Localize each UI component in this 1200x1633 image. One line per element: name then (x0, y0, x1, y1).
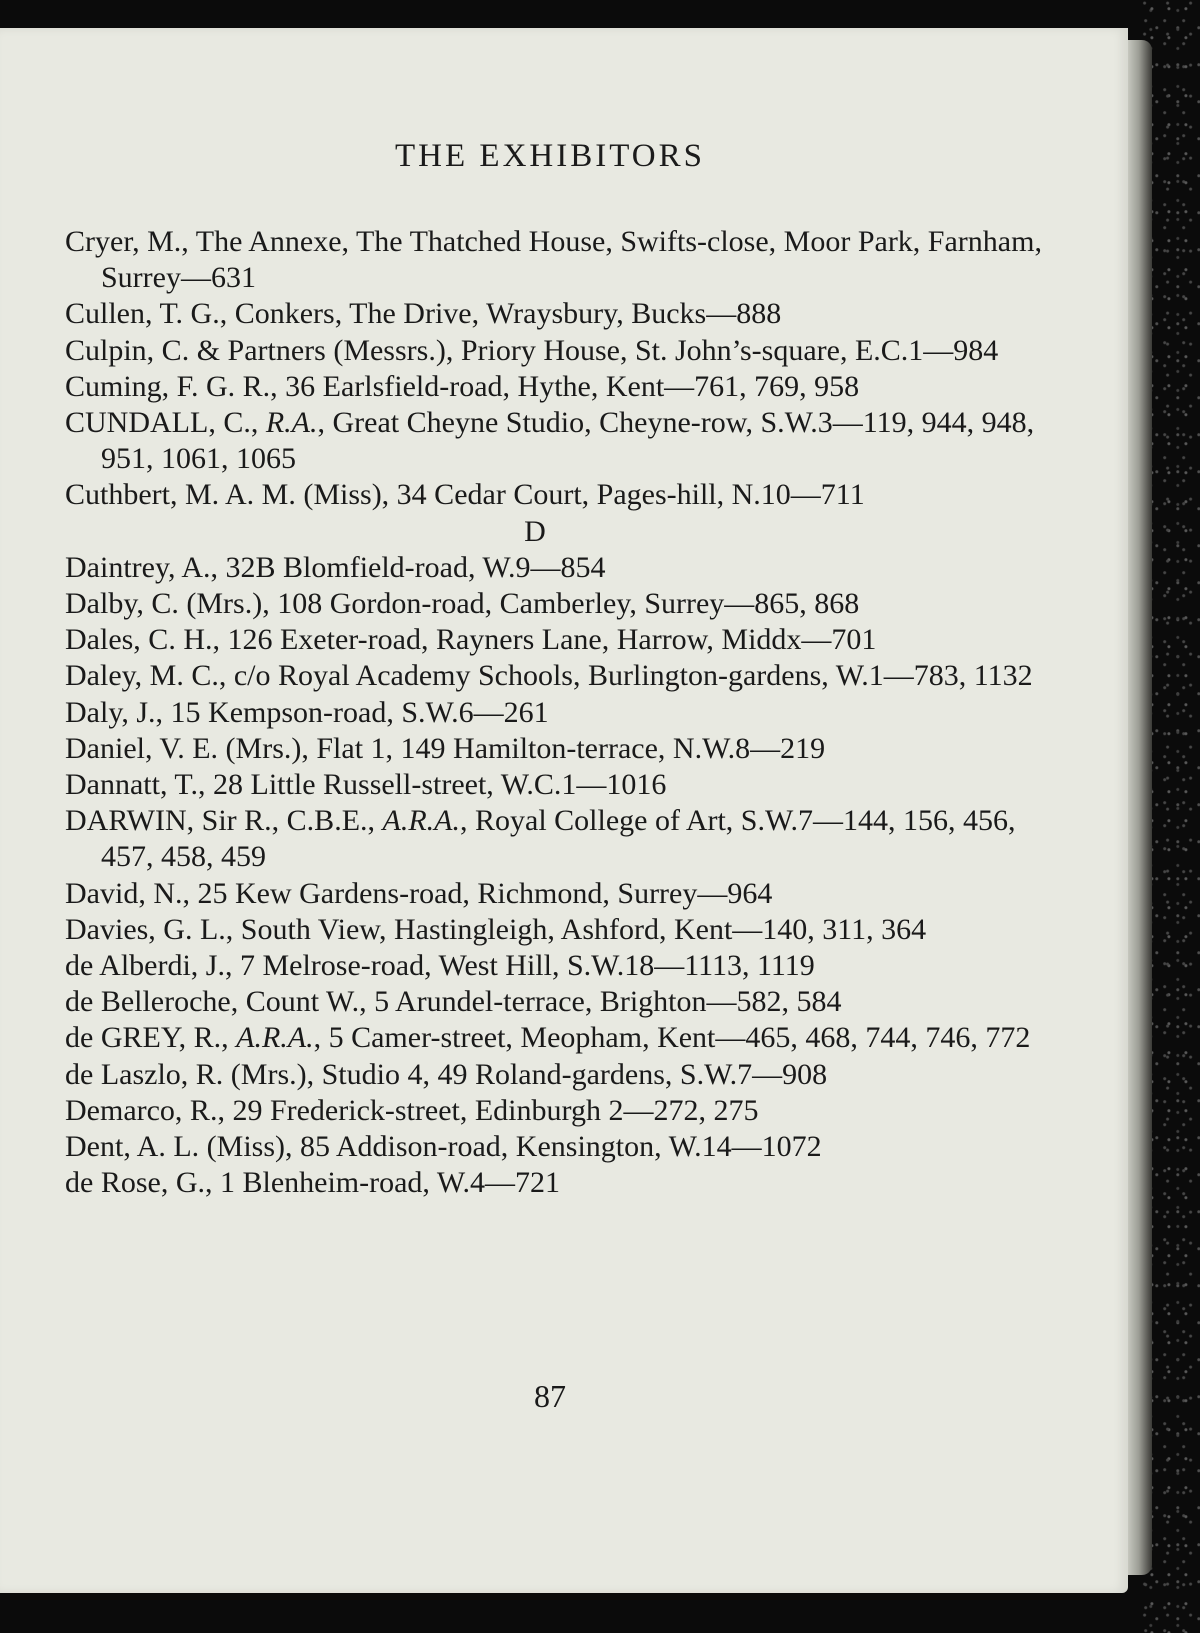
exhibitor-details: , Great Cheyne Studio, Cheyne-row, S.W.3—119, 944, 948, 951, 1061, 1065 (101, 406, 1035, 476)
list-item: Daintrey, A., 32B Blomfield-road, W.9—854 (65, 550, 606, 584)
list-item (65, 803, 1055, 875)
list-item: de Alberdi, J., 7 Melrose-road, West Hill, S.W.18—1113, 1119 (65, 949, 815, 983)
list-item: Demarco, R., 29 Frederick-street, Edinburgh 2—272, 275 (65, 1093, 759, 1127)
list-item: Dent, A. L. (Miss), 85 Addison-road, Kensington, W.14—1072 (65, 1130, 822, 1164)
list-item (65, 405, 1055, 477)
list-item: de Rose, G., 1 Blenheim-road, W.4—721 (65, 1166, 560, 1200)
section-letter: D (524, 514, 546, 548)
page-number: 87 (534, 1378, 566, 1414)
exhibitor-title: R.A. (265, 406, 318, 440)
page-header: THE EXHIBITORS (395, 138, 705, 174)
list-item: Daniel, V. E. (Mrs.), Flat 1, 149 Hamilton-terrace, N.W.8—219 (65, 731, 826, 765)
exhibitor-title: A.R.A. (236, 1021, 314, 1055)
list-item: de Belleroche, Count W., 5 Arundel-terrace, Brighton—582, 584 (65, 985, 842, 1019)
list-item: Davies, G. L., South View, Hastingleigh, Ashford, Kent—140, 311, 364 (65, 912, 927, 946)
exhibitor-title: A.R.A. (382, 804, 461, 838)
exhibitor-details: , Royal College of Art, S.W.7—144, 156, 456, 457, 458, 459 (101, 804, 1016, 874)
list-item: Cullen, T. G., Conkers, The Drive, Wraysbury, Bucks—888 (65, 297, 782, 331)
exhibitor-name: de GREY, R., (65, 1021, 237, 1055)
exhibitor-name: DARWIN, Sir R., C.B.E., (65, 804, 383, 838)
exhibitor-details: , 5 Camer-street, Meopham, Kent—465, 468, 744, 746, 772 (313, 1021, 1031, 1055)
list-item: Dales, C. H., 126 Exeter-road, Rayners Lane, Harrow, Middx—701 (65, 623, 877, 657)
list-item (65, 1020, 1055, 1056)
list-item: Daly, J., 15 Kempson-road, S.W.6—261 (65, 695, 549, 729)
exhibitor-name: CUNDALL, C., (65, 406, 266, 440)
list-item: Culpin, C. & Partners (Messrs.), Priory House, St. John’s-square, E.C.1—984 (65, 333, 999, 367)
list-item: Dalby, C. (Mrs.), 108 Gordon-road, Camberley, Surrey—865, 868 (65, 587, 860, 621)
list-item: Daley, M. C., c/o Royal Academy Schools, Burlington-gardens, W.1—783, 1132 (65, 659, 1033, 693)
list-item: Cuming, F. G. R., 36 Earlsfield-road, Hythe, Kent—761, 769, 958 (65, 369, 860, 403)
list-item: Cryer, M., The Annexe, The Thatched House, Swifts-close, Moor Park, Farnham, Surrey—631 (65, 225, 1042, 295)
list-item: David, N., 25 Kew Gardens-road, Richmond, Surrey—964 (65, 876, 773, 910)
exhibitor-list (65, 224, 1055, 1201)
list-item: Dannatt, T., 28 Little Russell-street, W.C.1—1016 (65, 768, 667, 802)
list-item: Cuthbert, M. A. M. (Miss), 34 Cedar Court, Pages-hill, N.10—711 (65, 478, 865, 512)
list-item: de Laszlo, R. (Mrs.), Studio 4, 49 Roland-gardens, S.W.7—908 (65, 1057, 828, 1091)
